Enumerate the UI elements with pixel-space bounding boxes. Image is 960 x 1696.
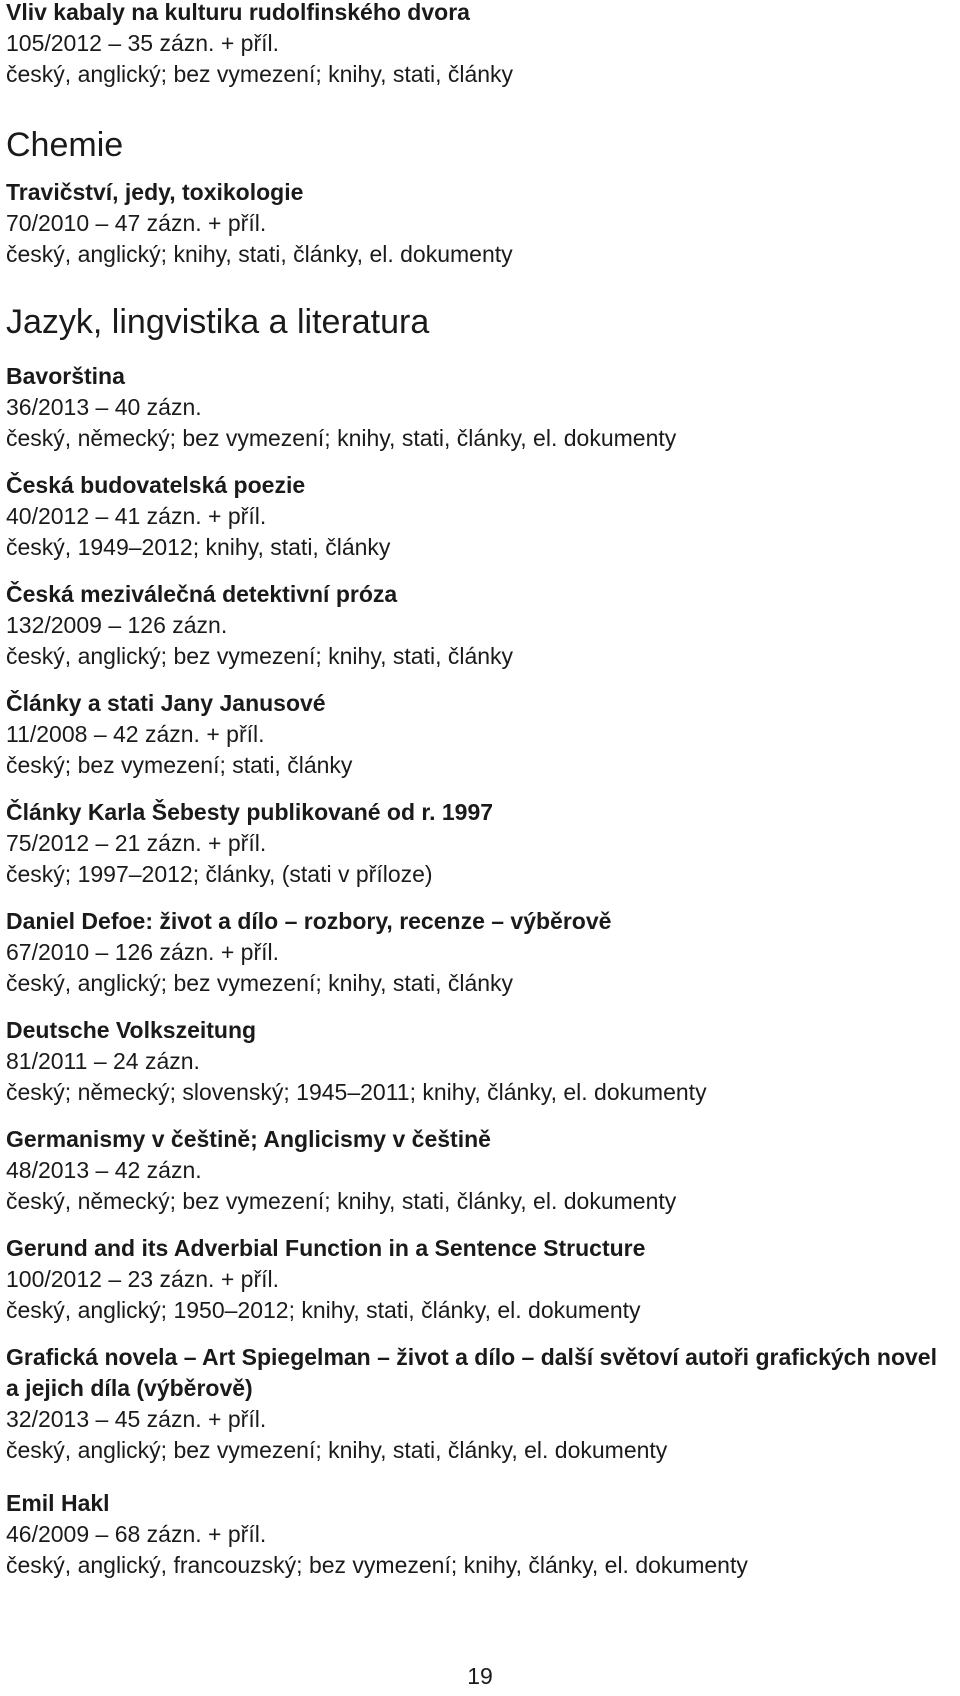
entry-gerund [6, 1233, 645, 1326]
entry-title: Germanismy v češtině; Anglicismy v češtině [6, 1126, 491, 1152]
entry-details: český, anglický, francouzský; bez vymezení; knihy, články, el. dokumenty [6, 1552, 748, 1578]
entry-title: Emil Hakl [6, 1490, 110, 1516]
entry-record: 46/2009 – 68 zázn. + příl. [6, 1521, 267, 1547]
entry-record: 132/2009 – 126 zázn. [6, 612, 228, 638]
entry-budovatelska-poezie [6, 470, 390, 563]
entry-title: Česká budovatelská poezie [6, 472, 306, 498]
section-heading-chemie: Chemie [6, 126, 124, 164]
entry-title: Česká meziválečná detektivní próza [6, 581, 398, 607]
entry-defoe [6, 906, 611, 999]
entry-record: 105/2012 – 35 zázn. + příl. [6, 30, 280, 56]
entry-details: český; bez vymezení; stati, články [6, 752, 353, 778]
entry-details: český, anglický; knihy, stati, články, el. dokumenty [6, 241, 513, 267]
entry-details: český, anglický; bez vymezení; knihy, stati, články [6, 61, 514, 87]
entry-details: český, anglický; 1950–2012; knihy, stati, články, el. dokumenty [6, 1297, 641, 1323]
entry-details: český, anglický; bez vymezení; knihy, stati, články [6, 643, 514, 669]
entry-title: Gerund and its Adverbial Function in a Sentence Structure [6, 1235, 646, 1261]
entry-sebesta [6, 797, 493, 890]
page-number: 19 [467, 1663, 493, 1689]
entry-title: Vliv kabaly na kulturu rudolfinského dvora [6, 0, 470, 25]
entry-details: český, 1949–2012; knihy, stati, články [6, 534, 391, 560]
entry-details: český; německý; slovenský; 1945–2011; knihy, články, el. dokumenty [6, 1079, 707, 1105]
entry-title: Články a stati Jany Janusové [6, 690, 326, 716]
entry-details: český, anglický; bez vymezení; knihy, stati, články, el. dokumenty [6, 1437, 668, 1463]
entry-record: 75/2012 – 21 zázn. + příl. [6, 830, 267, 856]
entry-janusove [6, 688, 352, 781]
entry-title: Grafická novela – Art Spiegelman – život a dílo – další světoví autoři grafických novel a jejich díla (výběrově) [6, 1344, 937, 1401]
entry-title: Bavorština [6, 363, 125, 389]
entry-record: 70/2010 – 47 zázn. + příl. [6, 210, 267, 236]
entry-record: 11/2008 – 42 zázn. + příl. [6, 721, 265, 747]
entry-record: 36/2013 – 40 zázn. [6, 394, 202, 420]
entry-record: 67/2010 – 126 zázn. + příl. [6, 939, 280, 965]
entry-germanismy [6, 1124, 676, 1217]
entry-title: Travičství, jedy, toxikologie [6, 179, 304, 205]
entry-record: 40/2012 – 41 zázn. + příl. [6, 503, 267, 529]
entry-details: český, německý; bez vymezení; knihy, stati, články, el. dokumenty [6, 425, 677, 451]
entry-bavorstina [6, 361, 676, 454]
entry-volkszeitung [6, 1015, 707, 1108]
entry-travicstvi [6, 177, 513, 270]
entry-detektivni-proza [6, 579, 513, 672]
entry-title: Články Karla Šebesty publikované od r. 1997 [6, 799, 494, 825]
entry-record: 32/2013 – 45 zázn. + příl. [6, 1406, 267, 1432]
entry-record: 100/2012 – 23 zázn. + příl. [6, 1266, 280, 1292]
entry-graficka-novela [6, 1342, 954, 1466]
entry-details: český; 1997–2012; články, (stati v příloze) [6, 861, 433, 887]
section-heading-jazyk: Jazyk, lingvistika a literatura [6, 303, 430, 341]
entry-kabala [6, 0, 513, 90]
entry-details: český, anglický; bez vymezení; knihy, stati, články [6, 970, 514, 996]
entry-emil-hakl [6, 1488, 748, 1581]
entry-record: 81/2011 – 24 zázn. [6, 1048, 200, 1074]
entry-title: Daniel Defoe: život a dílo – rozbory, recenze – výběrově [6, 908, 612, 934]
entry-record: 48/2013 – 42 zázn. [6, 1157, 202, 1183]
entry-details: český, německý; bez vymezení; knihy, stati, články, el. dokumenty [6, 1188, 677, 1214]
entry-title: Deutsche Volkszeitung [6, 1017, 257, 1043]
